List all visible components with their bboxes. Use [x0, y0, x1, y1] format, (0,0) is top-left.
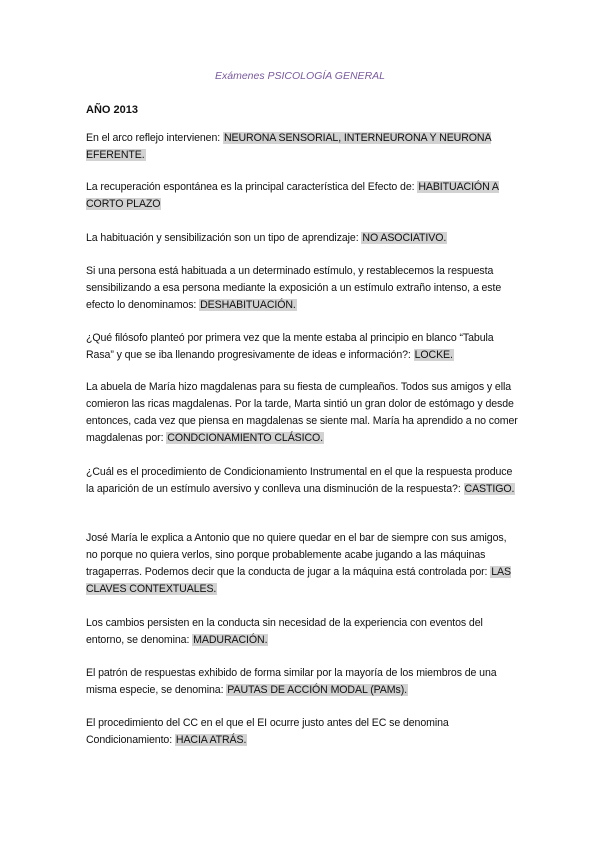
question-text: ¿Cuál es el procedimiento de Condicionamiento Instrumental en el que la respuesta produce la aparición de un estímulo aversivo y conlleva una disminución de la respuesta?: — [86, 466, 513, 495]
answer-highlight: CONDCIONAMIENTO CLÁSICO. — [167, 432, 324, 444]
year-heading: AÑO 2013 — [86, 104, 138, 116]
question-item — [86, 130, 520, 164]
answer-highlight: CASTIGO. — [464, 483, 515, 495]
question-item — [86, 464, 520, 498]
answer-highlight: HACIA ATRÁS. — [175, 734, 247, 746]
question-item — [86, 530, 520, 598]
question-item — [86, 263, 520, 314]
answer-highlight: PAUTAS DE ACCIÓN MODAL (PAMs). — [227, 684, 407, 696]
question-item — [86, 230, 520, 247]
answer-highlight: LOCKE. — [414, 349, 453, 361]
question-text: ¿Qué filósofo planteó por primera vez que la mente estaba al principio en blanco “Tabula Rasa” y que se iba llenando progresivamente de ideas e información?: — [86, 332, 494, 361]
question-text: El patrón de respuestas exhibido de forma similar por la mayoría de los miembros de una misma especie, se denomina: — [86, 667, 497, 696]
question-text: José María le explica a Antonio que no quiere quedar en el bar de siempre con sus amigos, no porque no quiera verlos, sino porque probablemente acabe jugando a las máquinas tragaperras. Podemos decir que la conducta de jugar a la máquina está controlada por: — [86, 532, 507, 578]
question-text: En el arco reflejo intervienen: — [86, 132, 223, 144]
question-text: La habituación y sensibilización son un tipo de aprendizaje: — [86, 232, 362, 244]
answer-highlight: DESHABITUACIÓN. — [200, 299, 296, 311]
question-item — [86, 179, 520, 213]
answer-highlight: LAS CLAVES CONTEXTUALES. — [86, 566, 511, 595]
question-item — [86, 715, 520, 749]
question-text: La abuela de María hizo magdalenas para su fiesta de cumpleaños. Todos sus amigos y ella comieron las ricas magdalenas. Por la tarde, Marta sintió un gran dolor de estómago y desde entonces, cada vez que piensa en magdalenas se siente mal. María ha aprendido a no comer magdalenas por: — [86, 381, 518, 444]
document-title: Exámenes PSICOLOGÍA GENERAL — [214, 70, 385, 82]
question-text: El procedimiento del CC en el que el EI ocurre justo antes del EC se denomina Condicionamiento: — [86, 717, 449, 746]
answer-highlight: HABITUACIÓN A CORTO PLAZO — [86, 181, 499, 210]
answer-highlight: NO ASOCIATIVO. — [362, 232, 447, 244]
question-item — [86, 665, 520, 699]
question-item — [86, 379, 520, 447]
answer-highlight: NEURONA SENSORIAL, INTERNEURONA Y NEURONA EFERENTE. — [86, 132, 492, 161]
question-item — [86, 330, 520, 364]
question-text: La recuperación espontánea es la principal característica del Efecto de: — [86, 181, 418, 193]
question-text: Los cambios persisten en la conducta sin necesidad de la experiencia con eventos del entorno, se denomina: — [86, 617, 483, 646]
question-text: Si una persona está habituada a un determinado estímulo, y restablecemos la respuesta sensibilizando a esa persona mediante la exposición a un estímulo extraño intenso, a este efecto lo denominamos: — [86, 265, 502, 311]
question-item — [86, 615, 520, 649]
answer-highlight: MADURACIÓN. — [193, 634, 268, 646]
